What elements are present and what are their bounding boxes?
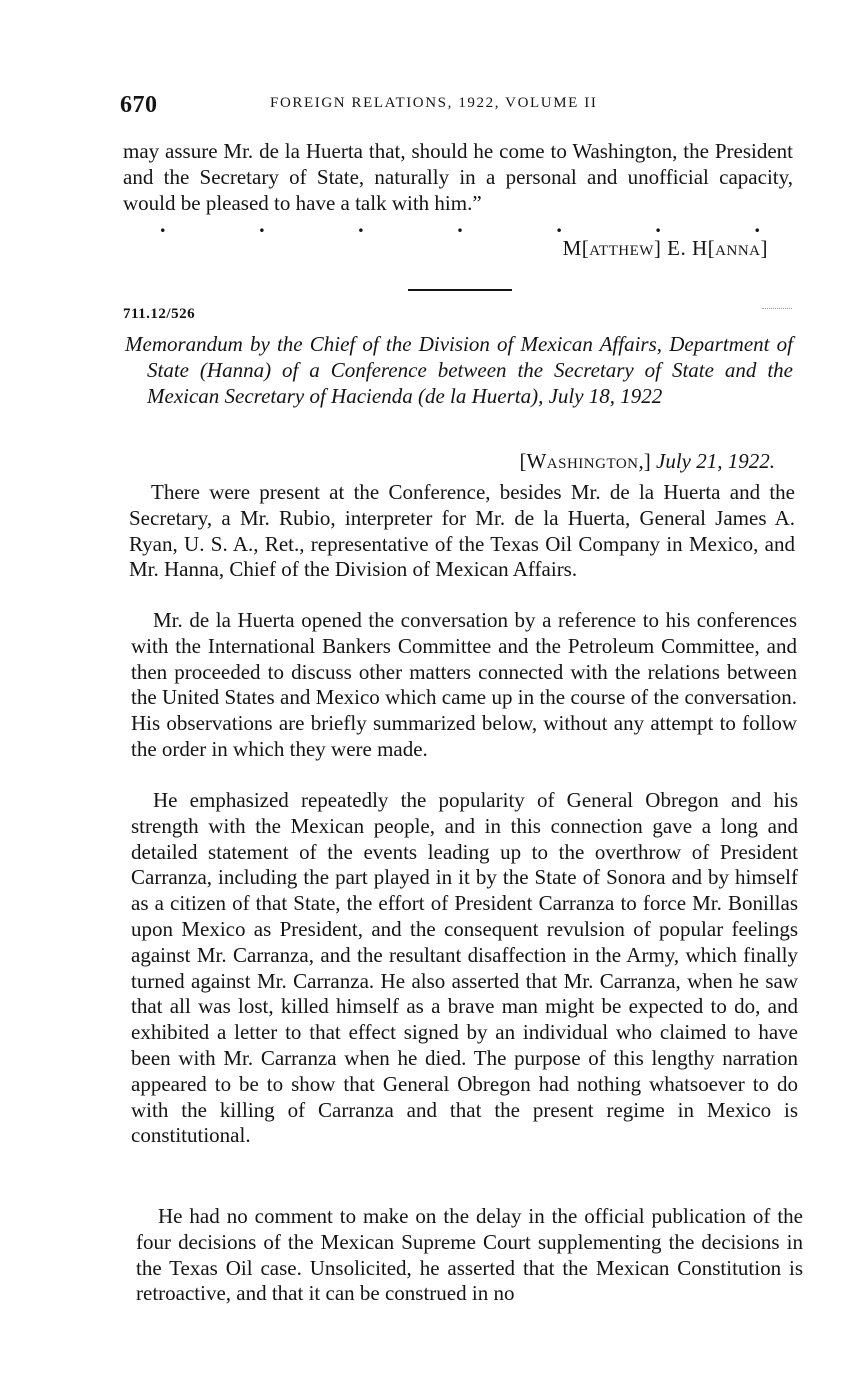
body-paragraph: There were present at the Conference, besides Mr. de la Huerta and the Secretary, a Mr. Rubio, interpreter for Mr. de la Huerta, General James A. Ryan, U. S. A., Ret., representative of the Texas Oil Company in Mexico, and Mr. Hanna, Chief of the Division of Mexican Affairs.	[129, 480, 795, 582]
ellipsis-dots	[160, 212, 760, 238]
dateline	[519, 449, 775, 474]
signature-end: ]	[760, 236, 768, 260]
ellipsis-dot: .	[655, 212, 661, 237]
running-title: FOREIGN RELATIONS, 1922, VOLUME II	[270, 95, 598, 111]
file-number: 711.12/526	[123, 306, 196, 322]
section-divider	[408, 289, 512, 291]
previous-document-closing-paragraph: may assure Mr. de la Huerta that, should he come to Washington, the President and the Secretary of State, naturally in a personal and unofficial capacity, would be pleased to have a talk with him.”	[123, 139, 793, 215]
signature	[563, 236, 768, 261]
signature-first-initial: M[	[562, 236, 590, 260]
ellipsis-dot: .	[160, 212, 166, 237]
ellipsis-dot: .	[259, 212, 265, 237]
page-number: 670	[120, 92, 158, 118]
signature-middle: ] E. H[	[653, 236, 716, 260]
document-title: Memorandum by the Chief of the Division of Mexican Affairs, Department of State (Hanna) of a Conference between the Secretary of State and the Mexican Secretary of Hacienda (de la Huerta), July 18, 1922	[125, 332, 793, 408]
body-paragraph: He had no comment to make on the delay in the official publication of the four decisions of the Mexican Supreme Court supplementing the decisions in the Texas Oil case. Unsolicited, he asserted that the Mexican Constitution is retroactive, and that it can be construed in no	[136, 1204, 803, 1306]
body-paragraph: Mr. de la Huerta opened the conversation by a reference to his conferences with the International Bankers Committee and the Petroleum Committee, and then proceeded to discuss other matters connected with the relations between the United States and Mexico which came up in the course of the conversation. His observations are briefly summarized below, without any attempt to follow the order in which they were made.	[131, 608, 797, 761]
margin-mark	[762, 308, 792, 310]
body-paragraph: He emphasized repeatedly the popularity of General Obregon and his strength with the Mexican people, and in this connection gave a long and detailed statement of the events leading up to the overthrow of President Carranza, including the part played in it by the State of Sonora and by himself as a citizen of that State, the effort of President Carranza to force Mr. Bonillas upon Mexico as President, and the consequent revulsion of popular feelings against Mr. Carranza, and the resultant disaffection in the Army, which finally turned against Mr. Carranza. He also asserted that Mr. Carranza, when he saw that all was lost, killed himself as a brave man might be expected to do, and exhibited a letter to that effect signed by an individual who claimed to have been with Mr. Carranza when he died. The purpose of this lengthy narration appeared to be to show that General Obregon had nothing whatsoever to do with the killing of Carranza and that the present regime in Mexico is constitutional.	[131, 788, 798, 1148]
signature-last-rest: anna	[715, 236, 761, 260]
dateline-open-bracket: [	[519, 449, 527, 473]
dateline-date: July 21, 1922.	[656, 449, 775, 473]
ellipsis-dot: .	[358, 212, 364, 237]
running-head	[120, 92, 800, 122]
ellipsis-dot: .	[556, 212, 562, 237]
dateline-place: Washington	[526, 449, 639, 473]
ellipsis-dot: .	[754, 212, 760, 237]
dateline-close-bracket: ,]	[638, 449, 651, 473]
ellipsis-dot: .	[457, 212, 463, 237]
signature-first-rest: atthew	[589, 236, 654, 260]
